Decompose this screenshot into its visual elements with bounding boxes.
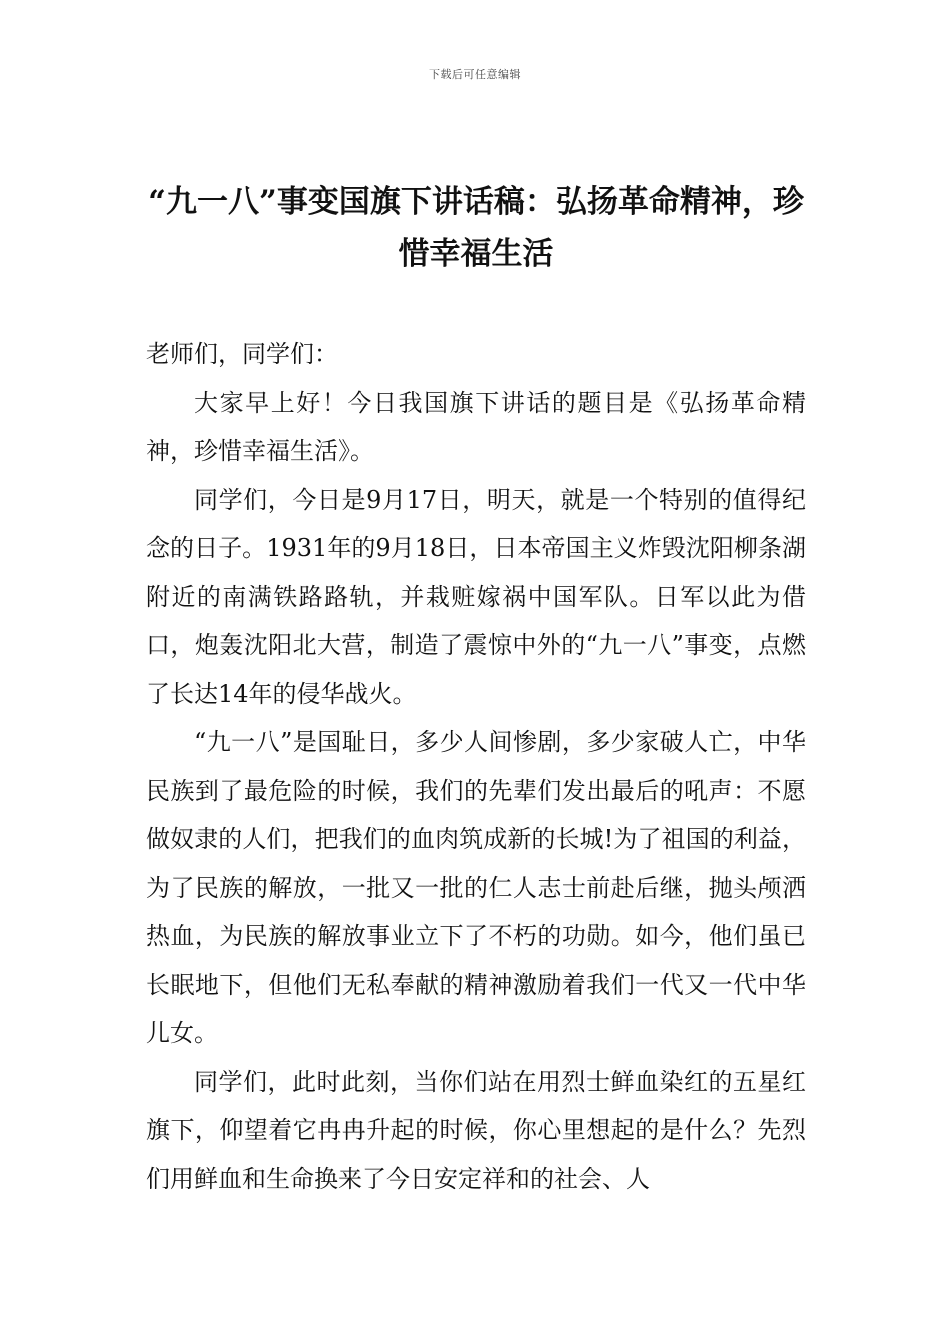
paragraph: 大家早上好！今日我国旗下讲话的题目是《弘扬革命精神，珍惜幸福生活》。 [146, 388, 806, 465]
document-body [146, 330, 806, 1203]
salutation: 老师们，同学们： [146, 340, 338, 368]
document-title: “九一八”事变国旗下讲话稿：弘扬革命精神，珍惜幸福生活 [148, 184, 804, 272]
header-note: 下载后可任意编辑 [429, 68, 521, 81]
paragraph: 同学们，此时此刻，当你们站在用烈士鲜血染红的五星红旗下，仰望着它冉冉升起的时候，你心里想起的是什么？先烈们用鲜血和生命换来了今日安定祥和的社会、人 [146, 1067, 806, 1193]
paragraph: “九一八”是国耻日，多少人间惨剧，多少家破人亡，中华民族到了最危险的时候，我们的先辈们发出最后的吼声：不愿做奴隶的人们，把我们的血肉筑成新的长城!为了祖国的利益，为了民族的解放，一批又一批的仁人志士前赴后继，抛头颅洒热血，为民族的解放事业立下了不朽的功勋。如今，他们虽已长眠地下，但他们无私奉献的精神激励着我们一代又一代中华儿女。 [146, 728, 806, 1047]
paragraph: 同学们，今日是9月17日，明天，就是一个特别的值得纪念的日子。1931年的9月18日，日本帝国主义炸毁沈阳柳条湖附近的南满铁路路轨，并栽赃嫁祸中国军队。日军以此为借口，炮轰沈阳北大营，制造了震惊中外的“九一八”事变，点燃了长达14年的侵华战火。 [146, 485, 806, 708]
